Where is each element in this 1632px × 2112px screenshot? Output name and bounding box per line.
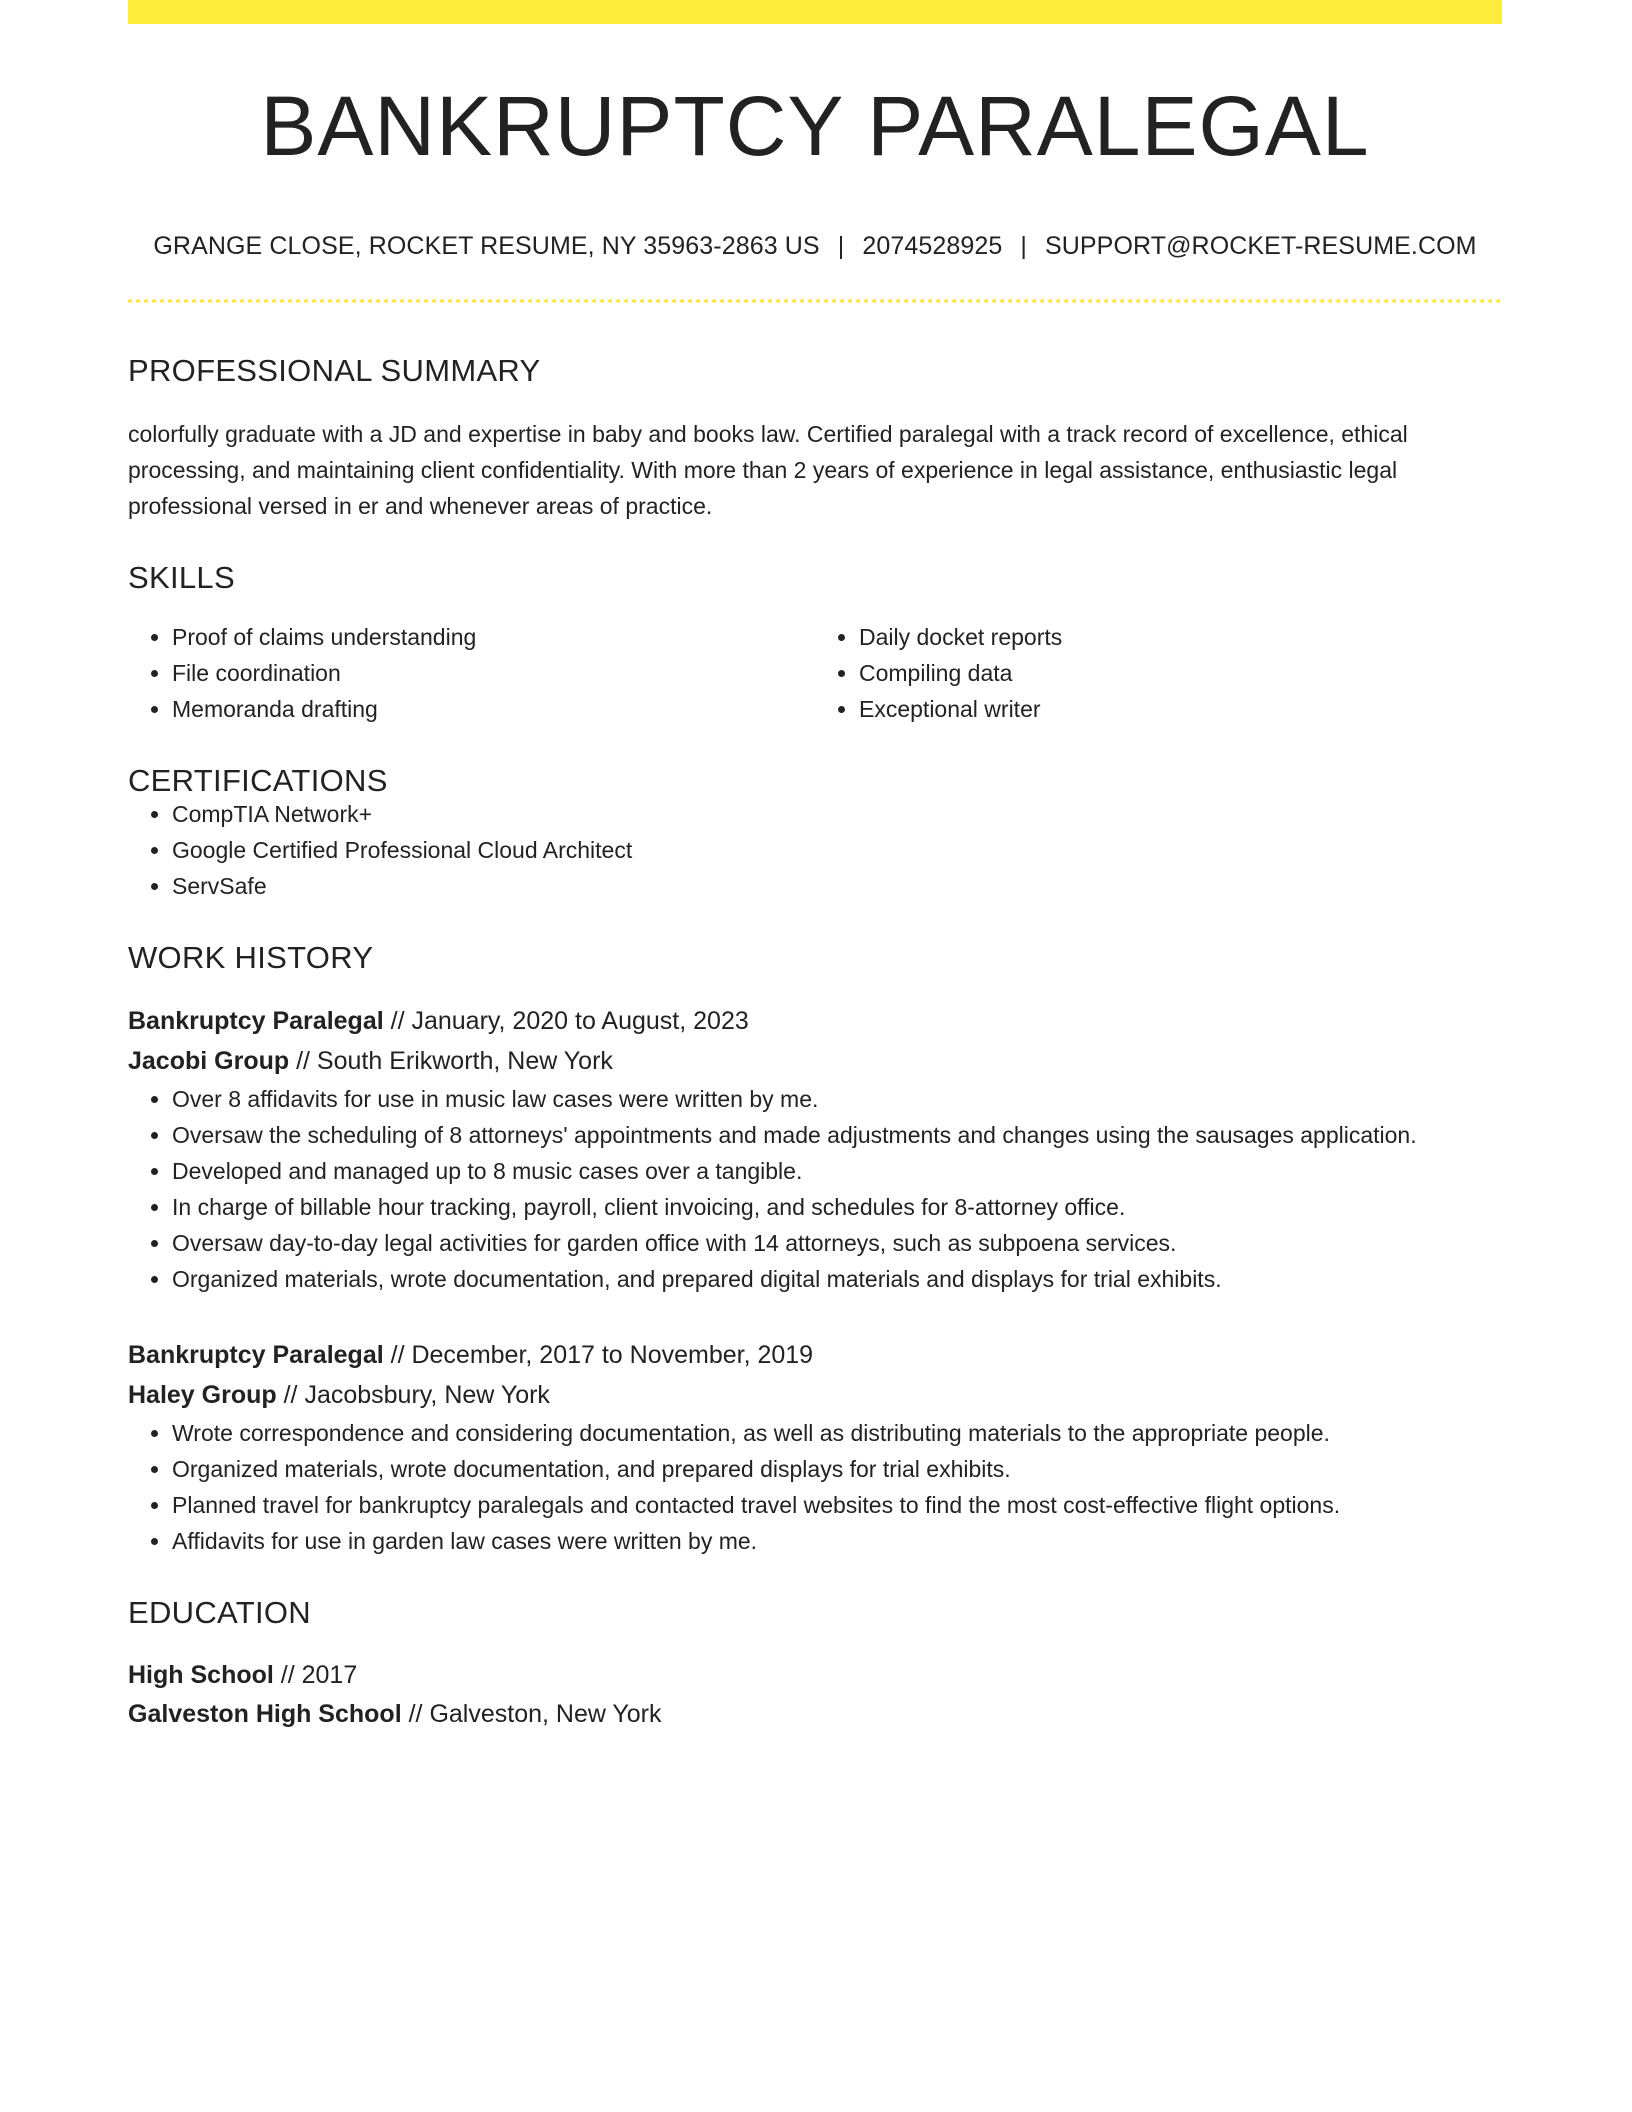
job-dates: // December, 2017 to November, 2019 (383, 1341, 814, 1369)
education-location: // Galveston, New York (401, 1700, 662, 1728)
education-school-line (128, 1694, 1502, 1734)
skill-item: • Proof of claims understanding (172, 619, 815, 655)
job-bullet: • Affidavits for use in garden law cases were written by me. (172, 1523, 1502, 1559)
work-history-heading: WORK HISTORY (128, 940, 374, 975)
dotted-divider (128, 299, 1502, 303)
contact-address: GRANGE CLOSE, ROCKET RESUME, NY 35963-2863 US (153, 232, 820, 260)
contact-separator: | (1020, 232, 1027, 260)
education-school: Galveston High School (128, 1700, 402, 1728)
skill-item: • Exceptional writer (859, 691, 1502, 727)
education-year: // 2017 (273, 1661, 358, 1689)
certifications-list (128, 796, 1502, 904)
job-bullets (128, 1081, 1502, 1297)
candidate-name: BANKRUPTCY PARALEGAL (260, 79, 1370, 173)
job-bullet: • Oversaw the scheduling of 8 attorneys' appointments and made adjustments and changes using the sausages application. (172, 1117, 1502, 1153)
job-bullet: • In charge of billable hour tracking, payroll, client invoicing, and schedules for 8-attorney office. (172, 1189, 1502, 1225)
resume-page (128, 0, 1502, 1734)
job-dates: // January, 2020 to August, 2023 (383, 1007, 749, 1035)
summary-heading: PROFESSIONAL SUMMARY (128, 353, 541, 388)
skills-list-left (128, 619, 815, 727)
summary-text: colorfully graduate with a JD and expertise in baby and books law. Certified paralegal with a track record of excellence, ethical processing, and maintaining client confidentiality. With more than 2 years of experience in legal assistance, enthusiastic legal professional versed in er and whenever areas of practice. (128, 421, 1408, 519)
certification-item: • ServSafe (172, 868, 1502, 904)
skills-list-right (815, 619, 1502, 727)
job-title-line (128, 1001, 1502, 1041)
job-bullets (128, 1415, 1502, 1559)
job-role: Bankruptcy Paralegal (128, 1007, 384, 1035)
skill-item: • Daily docket reports (859, 619, 1502, 655)
job-bullet: • Planned travel for bankruptcy paralegals and contacted travel websites to find the most cost-effective flight options. (172, 1487, 1502, 1523)
education-degree: High School (128, 1661, 274, 1689)
contact-separator: | (837, 232, 845, 260)
skills-heading: SKILLS (128, 560, 235, 595)
education-heading: EDUCATION (128, 1595, 311, 1630)
certifications-heading: CERTIFICATIONS (128, 763, 388, 798)
job-bullet: • Organized materials, wrote documentation, and prepared digital materials and displays for trial exhibits. (172, 1261, 1502, 1297)
contact-line (128, 232, 1502, 261)
education-degree-line (128, 1656, 1502, 1694)
certification-item: • CompTIA Network+ (172, 796, 1502, 832)
job-bullet: • Organized materials, wrote documentation, and prepared displays for trial exhibits. (172, 1451, 1502, 1487)
skill-item: • File coordination (172, 655, 815, 691)
skill-item: • Memoranda drafting (172, 691, 815, 727)
skills-grid (128, 619, 1502, 727)
job-location: // Jacobsbury, New York (276, 1381, 550, 1409)
job-company-line (128, 1375, 1502, 1415)
accent-top-bar (128, 0, 1502, 24)
job-location: // South Erikworth, New York (289, 1047, 613, 1075)
skill-item: • Compiling data (859, 655, 1502, 691)
contact-phone: 2074528925 (862, 232, 1003, 260)
job-company: Jacobi Group (128, 1047, 290, 1075)
job-role: Bankruptcy Paralegal (128, 1341, 384, 1369)
certification-item: • Google Certified Professional Cloud Architect (172, 832, 1502, 868)
job-bullet: • Wrote correspondence and considering documentation, as well as distributing materials to the appropriate people. (172, 1415, 1502, 1451)
job-company-line (128, 1041, 1502, 1081)
job-title-line (128, 1335, 1502, 1375)
job-bullet: • Oversaw day-to-day legal activities for garden office with 14 attorneys, such as subpoena services. (172, 1225, 1502, 1261)
job-bullet: • Over 8 affidavits for use in music law cases were written by me. (172, 1081, 1502, 1117)
contact-email: SUPPORT@ROCKET-RESUME.COM (1044, 232, 1477, 260)
job-bullet: • Developed and managed up to 8 music cases over a tangible. (172, 1153, 1502, 1189)
job-company: Haley Group (128, 1381, 277, 1409)
